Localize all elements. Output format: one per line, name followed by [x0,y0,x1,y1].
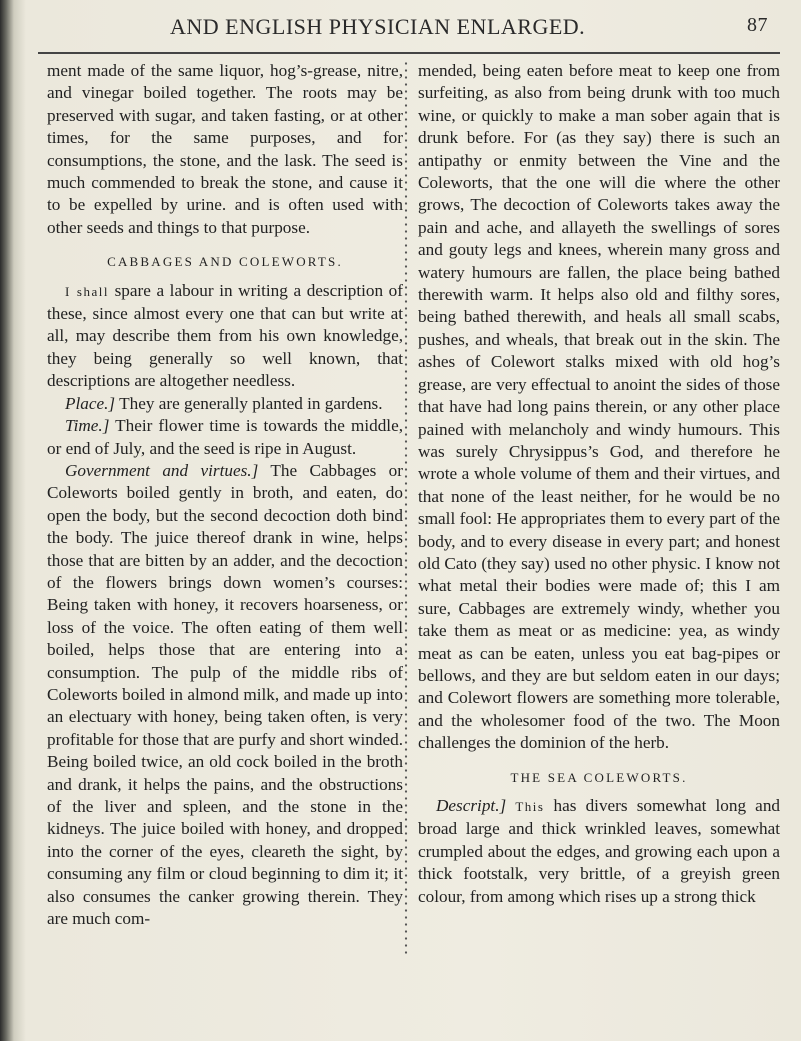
left-column [47,60,403,930]
section-heading-sea-coleworts: THE SEA COLEWORTS. [510,769,688,785]
paragraph-description: Descript.] This has divers somewhat long and broad large and thick wrinkled leaves, somewhat crumpled about the edges, and growing each upon a thick footstalk, very brittle, of a greyish green colour, from among which rises up a strong thick [418,796,781,906]
column-separator [404,60,408,956]
paragraph-time: Time.] Their flower time is towards the middle, or end of July, and the seed is ripe in August. [47,416,403,458]
paragraph: ment made of the same liquor, hog’s-grease, nitre, and vinegar boiled together. The roots may be preserved with sugar, and taken fasting, or at other times, for the same purposes, and for consumptions, the stone, and the lask. The seed is much commended to break the stone, and cause it to be expelled by urine. and is often used with other seeds and things to that purpose. [47,61,403,237]
header-rule [38,52,780,54]
paragraph-virtues: Government and virtues.] The Cabbages or Coleworts boiled gently in broth, and eaten, do open the body, but the second decoction doth bind the body. The juice thereof drank in wine, helps those that are bitten by an adder, and the decoction of the flowers brings down women’s courses: Being taken with honey, it recovers hoarseness, or loss of the voice. The often eating of them well boiled, helps those that are entering into a consumption. The pulp of the middle ribs of Coleworts boiled in almond milk, and made up into an electuary with honey, being taken often, is very profitable for those that are purfy and short winded. Being boiled twice, an old cock boiled in the broth and drank, it helps the pains, and the obstructions of the liver and spleen, and the stone in the kidneys. The juice boiled with honey, and dropped into the corner of the eyes, cleareth the sight, by consuming any film or cloud beginning to dim it; it also consumes the canker growing therein. They are much com- [47,460,403,929]
label-place: Place.] [65,393,116,413]
label-virtues: Government and virtues.] [65,460,259,480]
section-heading-cabbages: CABBAGES AND COLEWORTS. [107,254,343,270]
drop-words: I shall [65,283,109,299]
page-number: 87 [747,14,768,36]
drop-words: This [515,799,545,814]
paragraph: I shall spare a labour in writing a description of these, since almost every one that can but write at all, may describe them from his own knowledge, they being generally so well known, that descriptions are altogether needless. [47,280,403,391]
paragraph-place: Place.] They are generally planted in gardens. [65,393,383,413]
right-column [418,60,780,908]
label-time: Time.] [65,416,110,436]
running-title: AND ENGLISH PHYSICIAN ENLARGED. [170,14,586,39]
label-descript: Descript.] [436,796,507,815]
paragraph: mended, being eaten before meat to keep one from surfeiting, as also from being drunk with too much wine, or quickly to make a man sober again that is drunk before. For (as they say) there is such an antipathy or enmity between the Vine and the Coleworts, that the one will die where the other grows, The decoction of Coleworts takes away the pain and ache, and allayeth the swellings of sores and gouty legs and knees, wherein many gross and watery humours are fallen, the place being bathed therewith warm. It helps also old and filthy sores, being bathed therewith, and heals all small scabs, pushes, and wheals, that break out in the skin. The ashes of Colewort stalks mixed with old hog’s grease, are very effectual to anoint the sides of those that have had long pains therein, or any other place pained with melancholy and windy humours. This was surely Chrysippus’s God, and therefore he wrote a whole volume of them and their virtues, and that none of the least neither, for he would be no small fool: He appropriates them to every part of the body, and to every disease in every part; and honest old Cato (they say) used no other physic. I know not what metal their bodies were made of; this I am sure, Cabbages are extremely windy, whether you take them as meat or as medicine: yea, as windy meat as can be eaten, unless you eat bag-pipes or bellows, and they are but seldom eaten in our days; and Colewort flowers are something more tolerable, and the wholesomer food of the two. The Moon challenges the dominion of the herb. [418,61,780,753]
